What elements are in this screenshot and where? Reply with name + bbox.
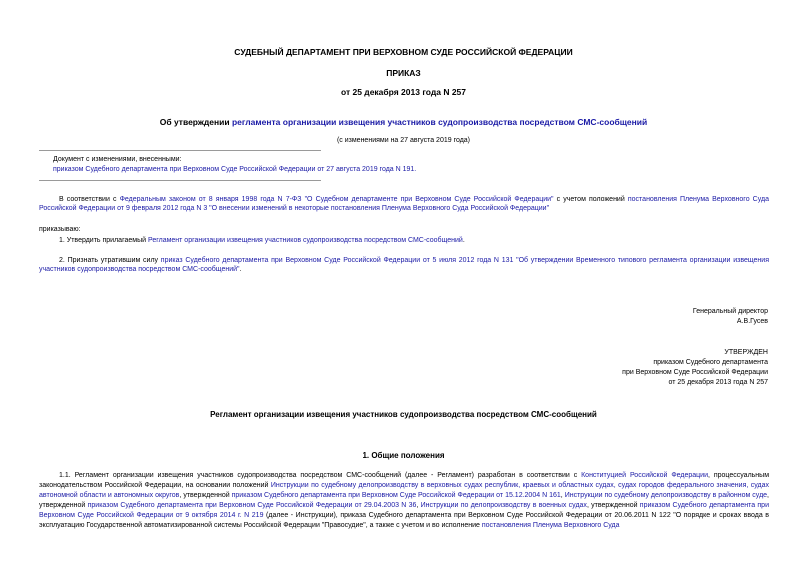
doc-date-number: от 25 декабря 2013 года N 257 [340,87,467,97]
order-161-link[interactable]: приказом Судебного департамента при Верховном Суде Российской Федерации от 15.12.2004 N 161 [231,492,561,499]
s1-text-c: , утвержденной [179,492,232,499]
org-name: СУДЕБНЫЙ ДЕПАРТАМЕНТ ПРИ ВЕРХОВНОМ СУДЕ РОССИЙСКОЙ ФЕДЕРАЦИИ [234,47,573,57]
order-item-2 [39,257,769,275]
order-word: приказываю: [39,226,81,233]
doc-type: ПРИКАЗ [386,68,421,78]
s1-text-g: , утвержденной [586,502,640,509]
amend-note: (с изменениями на 27 августа 2019 года) [336,137,471,144]
approved-word: УТВЕРЖДЕН [724,349,768,356]
order-item-1-end: . [462,237,465,244]
repealed-order-link[interactable]: приказ Судебного департамента при Верховном Суде Российской Федерации от 5 июля 2012 года N 131 "Об утверждении Временного типового регламента организации извещения участников судопроизводства посредством СМС-сообщений" [39,257,769,273]
signature-position: Генеральный директор [692,308,768,315]
order-item-2-end: . [239,265,242,273]
preamble-text-1: В соответствии с [59,196,120,203]
order-item-1 [39,237,769,246]
doc-title [0,117,807,128]
plenum-resolution-link[interactable]: постановления Пленума Верховного Суда Российской Федерации от 9 февраля 2012 года N 3 "О внесении изменений в некоторые постановления Пленума Верховного Суда Российской Федерации" [39,196,769,212]
instruction-military-link[interactable]: Инструкции по делопроизводству в военных судах [420,502,587,509]
order-36-link[interactable]: приказом Судебного департамента при Верховном Суде Российской Федерации от 29.04.2003 N 36 [87,502,417,509]
doc-title-link[interactable]: регламента организации извещения участников судопроизводства посредством СМС-сообщений [231,117,648,127]
changes-label: Документ с изменениями, внесенными: [53,156,182,163]
s1-text-e: , утвержденной [39,492,769,509]
order-item-1-text: 1. Утвердить прилагаемый [59,237,148,244]
doc-title-prefix: Об утверждении [159,117,232,127]
divider-bottom [39,180,321,181]
s1-text-b: , процессуальным законодательством Российской Федерации, на основании положений [39,472,770,489]
approved-line-2: при Верховном Суде Российской Федерации [622,369,768,376]
s1-text-f: , [416,502,421,509]
preamble-paragraph [39,196,769,214]
instruction-district-link[interactable]: Инструкции по судебному делопроизводству в районном суде [564,492,768,499]
s1-text-d: , [560,492,565,499]
signature-name: А.В.Гусев [736,318,768,325]
constitution-link[interactable]: Конституцией Российской Федерации [581,472,709,479]
section-1-heading: 1. Общие положения [362,451,445,460]
s1-text-a: 1.1. Регламент организации извещения участников судопроизводства посредством СМС-сообщений (далее - Регламент) разработан в соответствии с [59,472,582,479]
plenum-link[interactable]: постановления Пленума Верховного Суда [481,522,620,529]
changes-item-link[interactable]: приказом Судебного департамента при Верховном Суде Российской Федерации от 27 августа 2019 года N 191. [53,166,417,173]
federal-law-link[interactable]: Федеральным законом от 8 января 1998 года N 7-ФЗ "О Судебном департаменте при Верховном Суде Российской Федерации" [119,196,554,203]
s1-text-h: (далее - Инструкции), приказа Судебного департамента при Верховном Суде Российской Федерации от 20.06.2011 N 122 "О порядке и сроках ввода в эксплуатацию Государственной автоматизированной системы Российской Федерации "Правосудие", а также с учетом и во исполнение [39,512,770,529]
section-1-paragraph [39,471,769,531]
divider-top [39,150,321,151]
reglament-title: Регламент организации извещения участников судопроизводства посредством СМС-сообщений [210,410,597,419]
order-item-2-text: 2. Признать утратившим силу [59,257,161,264]
approved-line-1: приказом Судебного департамента [653,359,768,366]
order-219-link[interactable]: приказом Судебного департамента при Верховном Суде Российской Федерации от 9 октября 2014 г. N 219 [39,502,769,519]
instruction-regional-link[interactable]: Инструкции по судебному делопроизводству в верховных судах республик, краевых и областных судах, судах городов федерального значения, судах автономной области и автономных округов [39,482,769,499]
reglament-link[interactable]: Регламент организации извещения участников судопроизводства посредством СМС-сообщений [147,237,463,244]
preamble-text-2: с учетом положений [553,196,628,203]
approved-line-3: от 25 декабря 2013 года N 257 [668,379,768,386]
